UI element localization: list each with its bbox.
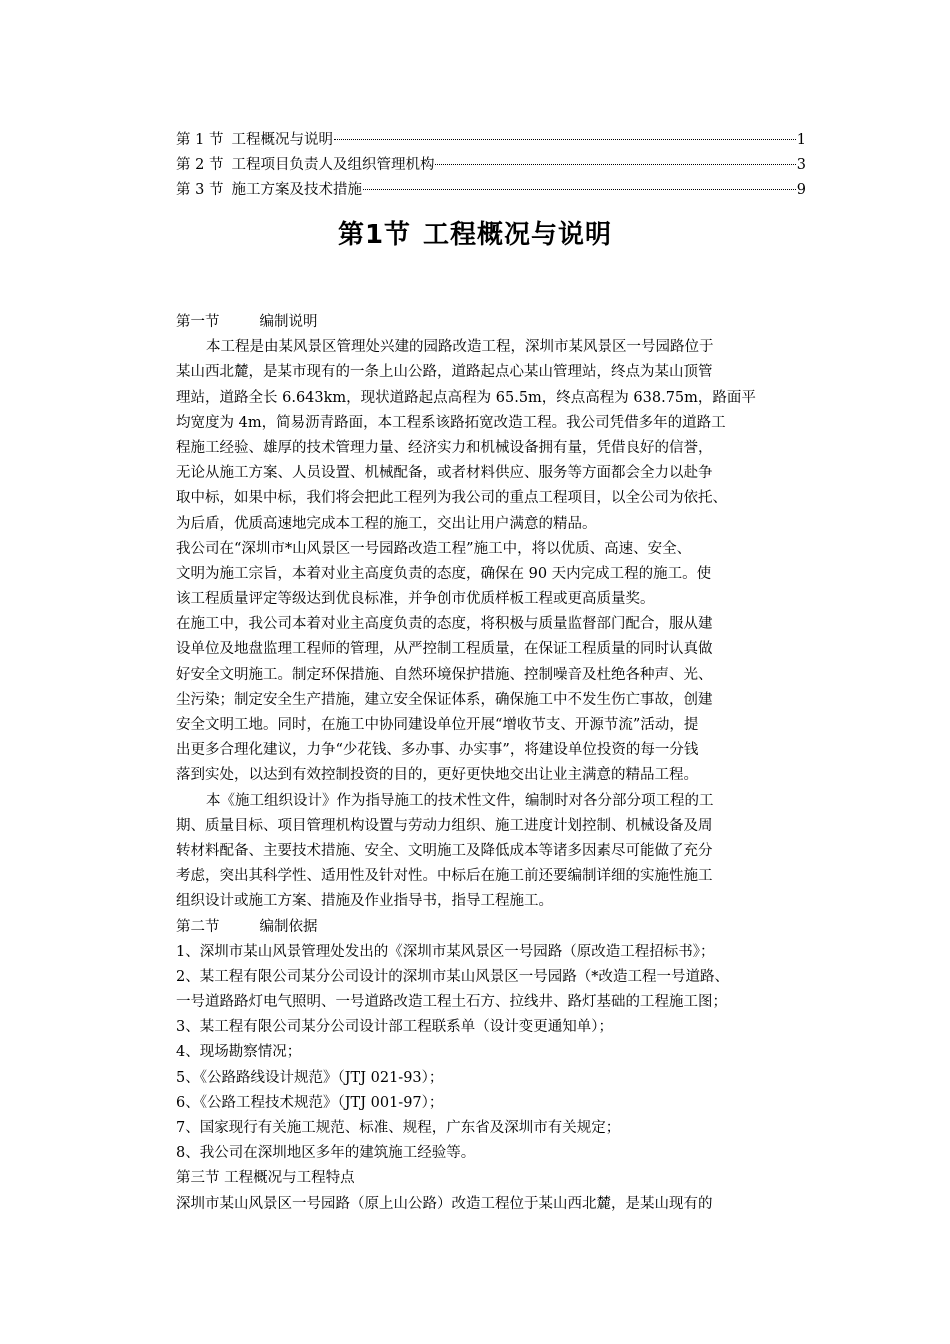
toc-entry-page: 3 — [796, 157, 806, 173]
section-title: 编制依据 — [259, 918, 318, 935]
paragraph — [176, 537, 786, 613]
list-item: 6、《公路工程技术规范》（JTJ 001-97）； — [176, 1094, 444, 1111]
basis-list — [176, 940, 786, 1167]
text-line: 期、质量目标、项目管理机构设置与劳动力组织、施工进度计划控制、机械设备及周 — [176, 817, 713, 834]
text-line: 该工程质量评定等级达到优良标准，并争创市优质样板工程或更高质量奖。 — [176, 591, 655, 608]
text-line: 好安全文明施工。制定环保措施、自然环境保护措施、控制噪音及杜绝各种声、光、 — [176, 666, 713, 683]
list-item: 2、某工程有限公司某分公司设计的深圳市某山风景区一号园路（*改造工程一号道路、 — [176, 968, 729, 985]
toc-entry-title: 施工方案及技术措施 — [231, 182, 362, 198]
section-number: 第二节 — [176, 918, 220, 935]
paragraph — [176, 612, 786, 788]
toc-dot-leader — [334, 139, 796, 140]
list-item: 一号道路路灯电气照明、一号道路改造工程土石方、拉线井、路灯基础的工程施工图； — [176, 994, 727, 1011]
section-title: 编制说明 — [259, 314, 318, 330]
text-line: 设单位及地盘监理工程师的管理，从严控制工程质量，在保证工程质量的同时认真做 — [176, 641, 713, 658]
text-line: 理站，道路全长 6.643km，现状道路起点高程为 65.5m，终点高程为 638.75m，路面平 — [176, 389, 756, 406]
section-heading — [176, 915, 786, 940]
toc-dot-leader — [363, 189, 796, 190]
toc-entry-number: 第 3 节 — [176, 182, 224, 198]
text-line: 无论从施工方案、人员设置、机械配备，或者材料供应、服务等方面都会全力以赴争 — [176, 465, 713, 482]
text-line: 深圳市某山风景区一号园路（原上山公路）改造工程位于某山西北麓，是某山现有的 — [176, 1195, 713, 1212]
text-line: 文明为施工宗旨，本着对业主高度负责的态度，确保在 90 天内完成工程的施工。使 — [176, 565, 712, 582]
text-line: 出更多合理化建议，力争“少花钱、多办事、办实事”，将建设单位投资的每一分钱 — [176, 742, 699, 759]
text-line: 转材料配备、主要技术措施、安全、文明施工及降低成本等诸多因素尽可能做了充分 — [176, 842, 713, 859]
list-item: 1、深圳市某山风景管理处发出的《深圳市某风景区一号园路（原改造工程招标书》； — [176, 943, 715, 960]
text-line: 组织设计或施工方案、措施及作业指导书，指导工程施工。 — [176, 893, 553, 910]
chapter-heading-number: 第1节 — [337, 220, 412, 250]
list-item: 4、现场勘察情况； — [176, 1044, 302, 1061]
toc-entry-page: 1 — [796, 132, 806, 148]
chapter-heading — [0, 214, 950, 251]
text-line: 取中标，如果中标，我们将会把此工程列为我公司的重点工程项目，以全公司为依托、 — [176, 490, 727, 507]
toc-entry-number: 第 1 节 — [176, 132, 224, 148]
paragraph — [176, 1192, 786, 1217]
section-heading: 第三节 工程概况与工程特点 — [176, 1170, 355, 1187]
section-heading — [176, 310, 786, 335]
list-item: 7、国家现行有关施工规范、标准、规程，广东省及深圳市有关规定； — [176, 1120, 621, 1136]
table-of-contents — [176, 128, 806, 203]
text-line: 安全文明工地。同时，在施工中协同建设单位开展“增收节支、开源节流”活动，提 — [176, 717, 699, 733]
toc-entry-title: 工程项目负责人及组织管理机构 — [231, 157, 435, 173]
list-item: 3、某工程有限公司某分公司设计部工程联系单（设计变更通知单）； — [176, 1019, 613, 1036]
text-line: 本《施工组织设计》作为指导施工的技术性文件，编制时对各分部分项工程的工 — [206, 792, 714, 809]
toc-entry-page: 9 — [796, 182, 806, 198]
text-line: 程施工经验、雄厚的技术管理力量、经济实力和机械设备拥有量，凭借良好的信誉， — [176, 439, 713, 456]
toc-entry[interactable] — [176, 153, 806, 178]
text-line: 在施工中，我公司本着对业主高度负责的态度，将积极与质量监督部门配合，服从建 — [176, 616, 713, 633]
toc-entry-number: 第 2 节 — [176, 157, 224, 173]
text-line: 某山西北麓，是某市现有的一条上山公路，道路起点心某山管理站，终点为某山顶管 — [176, 364, 713, 381]
text-line: 落到实处，以达到有效控制投资的目的，更好更快地交出让业主满意的精品工程。 — [176, 767, 698, 784]
text-line: 为后盾，优质高速地完成本工程的施工，交出让用户满意的精品。 — [176, 515, 597, 532]
text-line: 尘污染；制定安全生产措施，建立安全保证体系，确保施工中不发生伤亡事故，创建 — [176, 691, 713, 708]
toc-entry[interactable] — [176, 128, 806, 153]
toc-dot-leader — [435, 164, 795, 165]
text-line: 本工程是由某风景区管理处兴建的园路改造工程，深圳市某风景区一号园路位于 — [206, 339, 714, 356]
section-number: 第一节 — [176, 314, 220, 330]
document-body — [176, 310, 786, 1217]
list-item: 8、我公司在深圳地区多年的建筑施工经验等。 — [176, 1145, 476, 1162]
paragraph — [176, 789, 786, 915]
toc-entry-title: 工程概况与说明 — [231, 132, 333, 148]
text-line: 考虑，突出其科学性、适用性及针对性。中标后在施工前还要编制详细的实施性施工 — [176, 868, 713, 885]
paragraph — [176, 335, 786, 537]
text-line: 我公司在“深圳市*山风景区一号园路改造工程”施工中，将以优质、高速、安全、 — [176, 540, 692, 557]
chapter-heading-title: 工程概况与说明 — [423, 220, 613, 250]
toc-entry[interactable] — [176, 178, 806, 203]
text-line: 均宽度为 4m，简易沥青路面，本工程系该路拓宽改造工程。我公司凭借多年的道路工 — [176, 414, 726, 431]
list-item: 5、《公路路线设计规范》（JTJ 021-93）； — [176, 1069, 444, 1086]
